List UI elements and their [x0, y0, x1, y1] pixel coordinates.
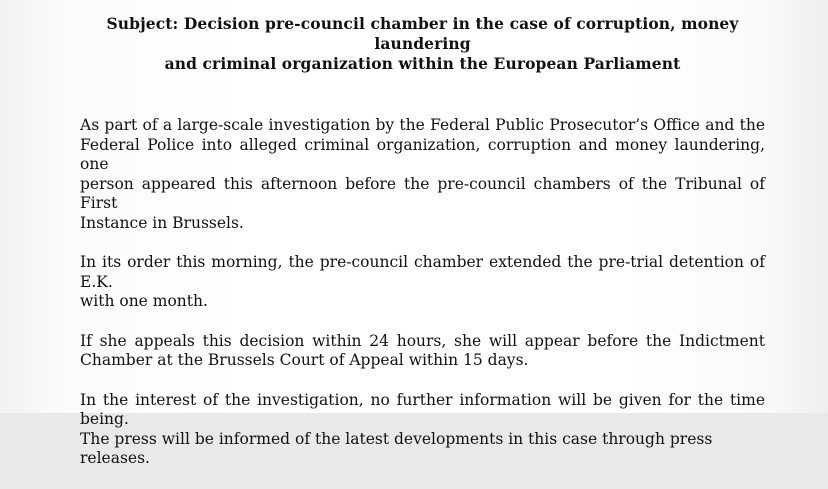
paragraph-line: Federal Police into alleged criminal organization, corruption and money laundering, one	[80, 135, 765, 173]
press-release	[80, 14, 765, 489]
paragraph-line: with one month.	[80, 292, 208, 310]
subject-line-1: Subject: Decision pre-council chamber in the case of corruption, money laundering	[106, 14, 739, 53]
subject-heading	[80, 14, 765, 74]
paragraph-line: person appeared this afternoon before the pre-council chambers of the Tribunal of First	[80, 174, 765, 212]
paragraph-order	[80, 253, 765, 312]
paragraph-line: If she appeals this decision within 24 hours, she will appear before the Indictment	[80, 331, 765, 350]
paragraph-line: In its order this morning, the pre-council chamber extended the pre-trial detention of E.K.	[80, 253, 765, 291]
paragraph-line: The press will be informed of the latest developments in this case through press releases.	[80, 429, 713, 467]
paragraph-line: Chamber at the Brussels Court of Appeal within 15 days.	[80, 351, 529, 369]
paragraph-line: In the interest of the investigation, no further information will be given for the time being.	[80, 390, 765, 428]
paragraph-investigation	[80, 116, 765, 233]
paragraph-line: As part of a large-scale investigation by the Federal Public Prosecutor’s Office and the	[80, 116, 765, 134]
subject-line-2: and criminal organization within the European Parliament	[164, 54, 681, 73]
paragraph-press	[80, 391, 765, 469]
paragraph-line: Instance in Brussels.	[80, 213, 244, 232]
paragraph-appeal	[80, 332, 765, 371]
